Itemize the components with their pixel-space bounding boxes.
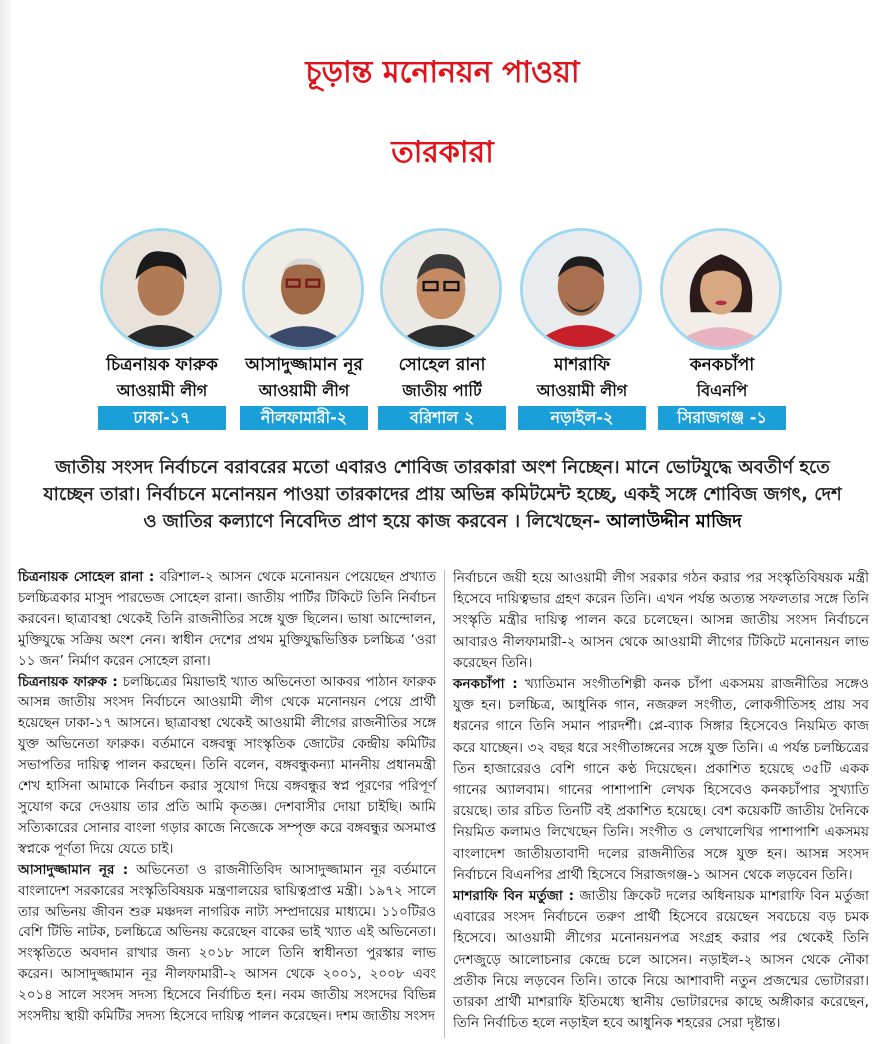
candidate-card <box>238 222 370 432</box>
paragraph-label: কনকচাঁপা : <box>453 676 518 693</box>
candidate-card <box>516 222 648 432</box>
candidate-party: আওয়ামী লীগ <box>536 381 628 400</box>
paragraph-text: খ্যাতিমান সংগীতশিল্পী কনক চাঁপা একসময় রাজনীতির সঙ্গেও যুক্ত হন। চলচ্চিত্র, আধুনিক গান, নজরুল সংগীত, লোকগীতিসহ প্রায় সব ধরনের গানে তিনি সমান পারদর্শী। প্লে-ব্যাক সিঙ্গার হিসেবেও নিয়মিত কাজ করে যাচ্ছেন। ৩২ বছর ধরে সংগীতাঙ্গনের সঙ্গে যুক্ত তিনি। এ পর্যন্ত চলচ্চিত্রের তিন হাজারেরও বেশি গানে কণ্ঠ দিয়েছেন। প্রকাশিত হয়েছে ৩৫টি একক গানের অ্যালবাম। গানের পাশাপাশি লেখক হিসেবেও কনকচাঁপার সুখ্যাতি রয়েছে। তার রচিত তিনটি বই প্রকাশিত হয়েছে। বেশ কয়েকটি জাতীয় দৈনিকে নিয়মিত কলামও লিখেছেন তিনি। সংগীত ও লেখালেখির পাশাপাশি একসময় বাংলাদেশ জাতীয়তাবাদী দলের রাজনীতির সঙ্গে যুক্ত হন। আসন্ন সংসদ নির্বাচনে বিএনপির প্রার্থী হিসেবে সিরাজগঞ্জ-১ আসন থেকে লড়বেন তিনি। <box>453 676 869 883</box>
candidate-photo <box>660 228 782 350</box>
byline: আলাউদ্দীন মাজিদ <box>606 511 742 532</box>
candidate-photo <box>242 228 364 350</box>
candidate-card <box>96 222 228 432</box>
candidate-card <box>656 222 788 432</box>
portrait-icon <box>245 231 361 347</box>
article-paragraph <box>453 886 869 1034</box>
article-paragraph <box>18 673 436 861</box>
candidate-name: মাশরাফি <box>554 355 610 375</box>
paragraph-label: চিত্রনায়ক সোহেল রানা : <box>18 570 155 585</box>
article-paragraph <box>453 568 869 674</box>
candidate-seat: নীলফামারী-২ <box>240 406 368 430</box>
intro-paragraph <box>40 454 845 535</box>
candidate-name: সোহেল রানা <box>398 355 486 375</box>
portrait-icon <box>523 231 639 347</box>
paragraph-text: চলচ্চিত্রের মিয়াভাই খ্যাত অভিনেতা আকবর পাঠান ফারুক আসন্ন জাতীয় সংসদ নির্বাচনে আওয়ামী লীগ থেকে মনোনয়ন পেয়ে প্রার্থী হয়েছেন ঢাকা-১৭ আসনে। ছাত্রাবস্থা থেকেই আওয়ামী লীগের রাজনীতির সঙ্গে যুক্ত অভিনেতা ফারুক। বর্তমানে বঙ্গবন্ধু সাংস্কৃতিক জোটের কেন্দ্রীয় কমিটির সভাপতির দায়িত্ব পালন করছেন। তিনি বলেন, বঙ্গবন্ধুকন্যা মাননীয় প্রধানমন্ত্রী শেখ হাসিনা আমাকে নির্বাচন করার সুযোগ দিয়ে বঙ্গবন্ধুর স্বপ্ন পূরণের পরিপূর্ণ সুযোগ করে দেওয়ায় তার প্রতি আমি কৃতজ্ঞ। দেশবাসীর দোয়া চাইছি। আমি সত্যিকারের সোনার বাংলা গড়ার কাজে নিজেকে সম্পৃক্ত করে বঙ্গবন্ধুর অসমাপ্ত স্বপ্নকে পূর্ণতা দিয়ে যেতে চাই। <box>18 674 436 857</box>
article-paragraph <box>453 674 869 886</box>
paragraph-label: মাশরাফি বিন মর্তুজা : <box>453 888 575 905</box>
portrait-icon <box>383 231 499 347</box>
candidate-photo <box>380 228 502 350</box>
intro-text: জাতীয় সংসদ নির্বাচনে বরাবরের মতো এবারও শোবিজ তারকারা অংশ নিচ্ছেন। মানে ভোটযুদ্ধে অবতীর্ণ হতে যাচ্ছেন তারা। নির্বাচনে মনোনয়ন পাওয়া তারকাদের প্রায় অভিন্ন কমিটমেন্ট হচ্ছে, একই সঙ্গে শোবিজ জগৎ, দেশ ও জাতির কল্যাণে নিবেদিত প্রাণ হয়ে কাজ করবেন । লিখেছেন- <box>43 457 842 532</box>
candidate-name: আসাদুজ্জামান নূর <box>245 355 363 375</box>
article-column-right <box>453 568 869 1034</box>
candidate-seat: সিরাজগঞ্জ -১ <box>658 406 786 430</box>
paragraph-text: অভিনেতা ও রাজনীতিবিদ আসাদুজ্জামান নূর বর্তমানে বাংলাদেশ সরকারের সংস্কৃতিবিষয়ক মন্ত্রণালয়ের দ্বায়িত্বপ্রাপ্ত মন্ত্রী। ১৯৭২ সালে তার অভিনয় জীবন শুরু মঞ্চদল নাগরিক নাট্য সম্প্রদায়ের মাধ্যমে। ১১০টিরও বেশি টিভি নাটক, চলচ্চিত্রে অভিনয় করেছেন বাকের ভাই খ্যাত এই অভিনেতা। সংস্কৃতিতে অবদান রাখার জন্য ২০১৮ সালে তিনি স্বাধীনতা পুরস্কার লাভ করেন। আসাদুজ্জামান নূর নীলফামারী-২ আসন থেকে ২০০১, ২০০৮ এবং ২০১৪ সালে সংসদ সদস্য হিসেবে নির্বাচিত হন। নবম জাতীয় সংসদের বিভিন্ন সংসদীয় স্থায়ী কমিটির সদস্য হিসেবে দায়িত্ব পালন করেছেন। দশম জাতীয় সংসদ <box>18 862 437 1025</box>
candidate-name: চিত্রনায়ক ফারুক <box>106 355 218 375</box>
candidate-name: কনকচাঁপা <box>689 355 755 375</box>
candidate-party: আওয়ামী লীগ <box>116 381 208 400</box>
paragraph-text: নির্বাচনে জয়ী হয়ে আওয়ামী লীগ সরকার গঠন করার পর সংস্কৃতিবিষয়ক মন্ত্রী হিসেবে দায়িত্বভার গ্রহণ করেন তিনি। এখন পর্যন্ত অত্যন্ত সফলতার সঙ্গে তিনি সংস্কৃতি মন্ত্রীর দায়িত্ব পালন করে চলেছেন। আসন্ন জাতীয় সংসদ নির্বাচনে আবারও নীলফামারী-২ আসন থেকে আওয়ামী লীগের টিকিটে মনোনয়ন লাভ করেছেন তিনি। <box>453 570 869 671</box>
candidate-seat: ঢাকা-১৭ <box>98 406 226 430</box>
candidate-seat: নড়াইল-২ <box>518 406 646 430</box>
candidate-party: আওয়ামী লীগ <box>258 381 350 400</box>
candidate-photo <box>520 228 642 350</box>
paragraph-label: আসাদুজ্জামান নূর : <box>18 862 129 878</box>
article-paragraph <box>18 568 436 673</box>
candidate-photo <box>100 228 222 350</box>
article-column-left <box>18 568 436 1028</box>
headline-line-2: তারকারা <box>391 135 494 170</box>
paragraph-label: চিত্রনায়ক ফারুক : <box>18 674 118 690</box>
article-paragraph <box>18 861 436 1028</box>
candidate-party: বিএনপি <box>696 381 748 400</box>
candidate-profiles <box>96 222 790 432</box>
paragraph-text: বরিশাল-২ আসন থেকে মনোনয়ন পেয়েছেন প্রখ্যাত চলচ্চিত্রকার মাসুদ পারভেজ সোহেল রানা। জাতীয় পার্টির টিকিটে তিনি নির্বাচন করবেন। ছাত্রাবস্থা থেকেই তিনি রাজনীতির সঙ্গে যুক্ত ছিলেন। ভাষা আন্দোলন, মুক্তিযুদ্ধে সক্রিয় অংশ নেন। স্বাধীন দেশের প্রথম মুক্তিযুদ্ধভিত্তিক চলচ্চিত্র ‘ওরা ১১ জন’ নির্মাণ করেন সোহেল রানা। <box>18 570 437 669</box>
paragraph-text: জাতীয় ক্রিকেট দলের অধিনায়ক মাশরাফি বিন মর্তুজা এবারের সংসদ নির্বাচনে তরুণ প্রার্থী হিসেবে রয়েছেন সবচেয়ে বড় চমক হিসেবে। আওয়ামী লীগের মনোনয়নপত্র সংগ্রহ করার পর থেকেই তিনি দেশজুড়ে আলোচনার কেন্দ্রে চলে আসেন। নড়াইল-২ আসন থেকে নৌকা প্রতীক নিয়ে লড়বেন তিনি। তাকে নিয়ে আশাবাদী নতুন প্রজন্মের ভোটাররা। তারকা প্রার্থী মাশরাফি ইতিমধ্যে স্থানীয় ভোটারদের কাছে অঙ্গীকার করেছেন, তিনি নির্বাচিত হলে নড়াইল হবে আধুনিক শহরের সেরা দৃষ্টান্ত। <box>453 888 869 1032</box>
headline-line-1: চূড়ান্ত মনোনয়ন পাওয়া <box>305 55 580 90</box>
portrait-icon <box>103 231 219 347</box>
portrait-icon <box>663 231 779 347</box>
column-divider <box>444 570 445 1038</box>
candidate-seat: বরিশাল ২ <box>378 406 506 430</box>
candidate-card <box>376 222 508 432</box>
candidate-party: জাতীয় পার্টি <box>402 381 482 400</box>
